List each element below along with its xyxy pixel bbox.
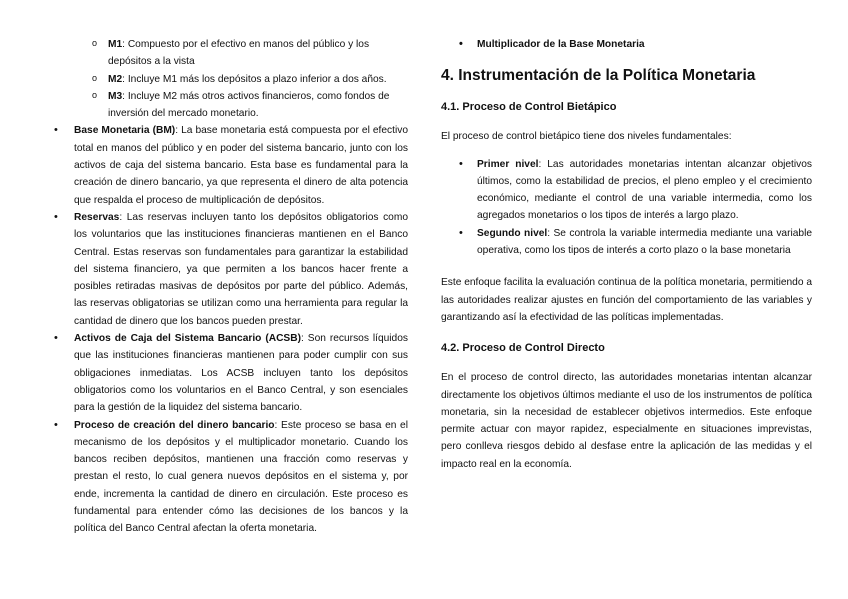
continued-list: [459, 36, 812, 53]
list-item-m2: o M2: Incluye M1 más los depósitos a plazo inferior a dos años.: [92, 71, 408, 88]
paragraph-enfoque: Este enfoque facilita la evaluación continua de la política monetaria, permitiendo a las autoridades realizar ajustes en función del comportamiento de las variables y garantizando así la efectividad de las políticas implementadas.: [441, 277, 812, 323]
money-aggregates-list: [92, 36, 408, 122]
subsection-title-4-1: 4.1. Proceso de Control Bietápico: [441, 101, 617, 114]
definitions-list: [54, 122, 408, 537]
left-column: [54, 36, 408, 538]
section-title: 4. Instrumentación de la Política Monetaria: [441, 67, 756, 85]
list-item-base-monetaria: • Base Monetaria (BM): La base monetaria está compuesta por el efectivo total en manos del público y en poder del sistema bancario, junto con los activos de caja del sistema bancario. Esta base es fundamental para la creación de dinero bancario, ya que representa el dinero de alta potencia que respalda el proceso de multiplicación de depósitos.: [54, 122, 408, 208]
list-item-reservas: • Reservas: Las reservas incluyen tanto los depósitos obligatorios como los voluntarios que las instituciones financieras mantienen en el Banco Central. Estas reservas son fundamentales para garantizar la estabilidad del sistema financiero, ya que permiten a los bancos hacer frente a posibles retiradas masivas de depósitos por parte del público. Además, las reservas obligatorias se utilizan como una herramienta para regular la cantidad de dinero que los bancos pueden prestar.: [54, 209, 408, 330]
paragraph-control-directo: En el proceso de control directo, las autoridades monetarias intentan alcanzar directamente los objetivos últimos mediante el uso de los instrumentos de política monetaria, sin la necesidad de establecer objetivos intermedios. Este enfoque permite actuar con mayor rapidez, especialmente en situaciones imprevistas, pero conlleva riesgos debido al desfase entre la aplicación de las medidas y el impacto real en la economía.: [441, 372, 812, 470]
list-item-segundo-nivel: • Segundo nivel: Se controla la variable intermedia mediante una variable operativa, como los tipos de interés a corto plazo o la base monetaria: [459, 225, 812, 260]
list-item-proceso-creacion: • Proceso de creación del dinero bancario: Este proceso se basa en el mecanismo de los depósitos y el multiplicador monetario. Cuando los bancos reciben depósitos, mantienen una fracción como reservas y prestan el resto, lo cual genera nuevos depósitos en el sistema y, por ende, incrementa la cantidad de dinero en circulación. Este proceso es fundamental para entender cómo las decisiones de los bancos y la política del Banco Central afectan la oferta monetaria.: [54, 417, 408, 538]
levels-list: [459, 156, 812, 260]
right-column: [441, 36, 812, 473]
list-item-m1: o M1: Compuesto por el efectivo en manos del público y los depósitos a la vista: [92, 36, 408, 71]
list-item-acsb: • Activos de Caja del Sistema Bancario (ACSB): Son recursos líquidos que las instituciones financieras mantienen para poder cumplir con sus obligaciones inmediatas. Los ACSB incluyen tanto los depósitos obligatorios como los voluntarios en el Banco Central, y son esenciales para la gestión de la liquidez del sistema bancario.: [54, 330, 408, 416]
list-item-primer-nivel: • Primer nivel: Las autoridades monetarias intentan alcanzar objetivos últimos, como la estabilidad de precios, el pleno empleo y el crecimiento económico, mediante el control de una variable intermedia, como los agregados monetarios o los tipos de interés a largo plazo.: [459, 156, 812, 225]
list-item-m3: o M3: Incluye M2 más otros activos financieros, como fondos de inversión del mercado monetario.: [92, 88, 408, 123]
subsection-intro: El proceso de control bietápico tiene dos niveles fundamentales:: [441, 131, 732, 143]
list-item-multiplicador: • Multiplicador de la Base Monetaria: [459, 36, 812, 53]
subsection-title-4-2: 4.2. Proceso de Control Directo: [441, 342, 605, 355]
